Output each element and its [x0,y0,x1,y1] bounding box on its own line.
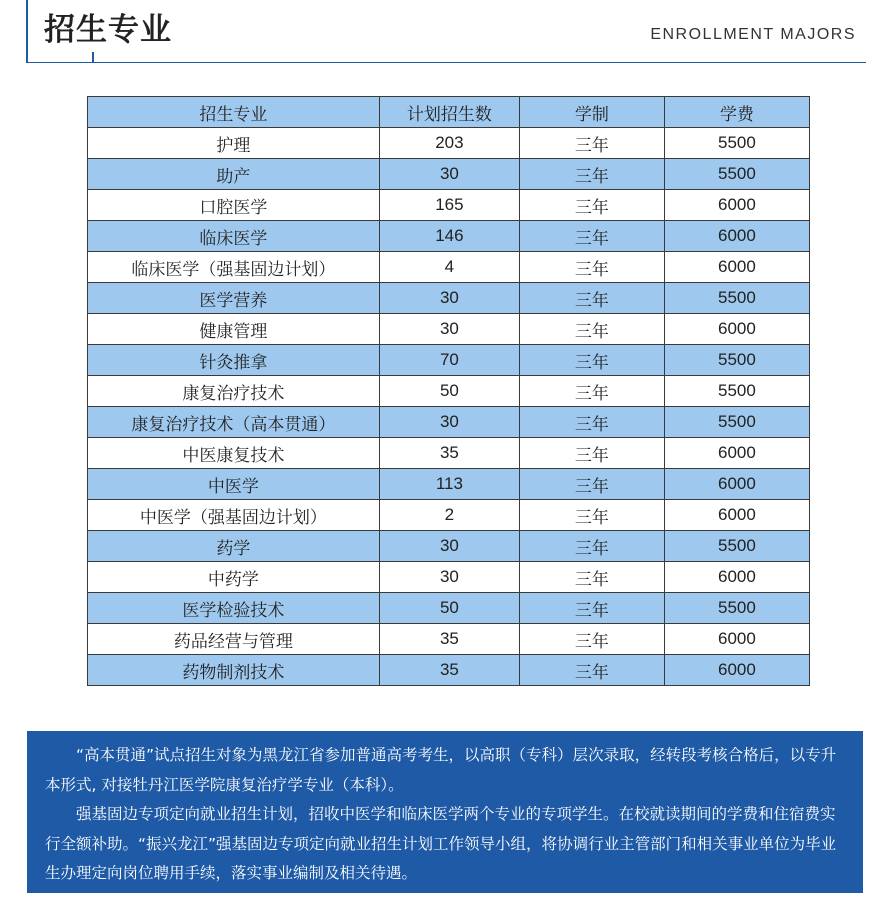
duration-cell: 三年 [519,593,664,624]
plan-cell: 30 [379,407,519,438]
major-cell: 中医学 [88,469,380,500]
column-header-duration: 学制 [519,97,664,128]
fee-cell: 6000 [664,190,809,221]
plan-cell: 203 [379,128,519,159]
duration-cell: 三年 [519,345,664,376]
fee-cell: 6000 [664,624,809,655]
duration-cell: 三年 [519,159,664,190]
major-cell: 医学营养 [88,283,380,314]
major-cell: 中医学（强基固边计划） [88,500,380,531]
table-row [88,407,810,438]
major-cell: 健康管理 [88,314,380,345]
table-row [88,593,810,624]
duration-cell: 三年 [519,531,664,562]
plan-cell: 50 [379,593,519,624]
duration-cell: 三年 [519,190,664,221]
major-cell: 药学 [88,531,380,562]
fee-cell: 6000 [664,221,809,252]
major-cell: 临床医学（强基固边计划） [88,252,380,283]
duration-cell: 三年 [519,655,664,686]
notes-box [27,731,863,893]
duration-cell: 三年 [519,438,664,469]
fee-cell: 5500 [664,376,809,407]
major-cell: 药物制剂技术 [88,655,380,686]
fee-cell: 6000 [664,562,809,593]
duration-cell: 三年 [519,562,664,593]
fee-cell: 6000 [664,655,809,686]
table-row [88,128,810,159]
table-row [88,190,810,221]
fee-cell: 5500 [664,345,809,376]
duration-cell: 三年 [519,283,664,314]
table-row [88,531,810,562]
major-cell: 中医康复技术 [88,438,380,469]
page-title: 招生专业 [44,12,172,48]
header-tick-mark [92,52,94,63]
column-header-major: 招生专业 [88,97,380,128]
duration-cell: 三年 [519,314,664,345]
duration-cell: 三年 [519,500,664,531]
major-cell: 临床医学 [88,221,380,252]
duration-cell: 三年 [519,407,664,438]
fee-cell: 6000 [664,438,809,469]
table-row [88,314,810,345]
table-header-row [88,97,810,128]
duration-cell: 三年 [519,376,664,407]
plan-cell: 113 [379,469,519,500]
table-row [88,469,810,500]
fee-cell: 5500 [664,159,809,190]
fee-cell: 5500 [664,593,809,624]
fee-cell: 6000 [664,314,809,345]
plan-cell: 165 [379,190,519,221]
header-bottom-rule [26,62,866,63]
table-row [88,562,810,593]
major-cell: 护理 [88,128,380,159]
enrollment-majors-table [87,96,810,686]
duration-cell: 三年 [519,221,664,252]
plan-cell: 35 [379,624,519,655]
plan-cell: 30 [379,314,519,345]
plan-cell: 146 [379,221,519,252]
column-header-plan: 计划招生数 [379,97,519,128]
table-row [88,655,810,686]
note-paragraph-border-program: 强基固边专项定向就业招生计划，招收中医学和临床医学两个专业的专项学生。在校就读期间的学费和住宿费实行全额补助。“振兴龙江”强基固边专项定向就业招生计划工作领导小组，将协调行业主管部门和相关事业单位为毕业生办理定向岗位聘用手续，落实事业编制及相关待遇。 [45,805,837,882]
plan-cell: 35 [379,438,519,469]
page-subtitle: ENROLLMENT MAJORS [650,26,856,43]
table-row [88,345,810,376]
duration-cell: 三年 [519,469,664,500]
major-cell: 药品经营与管理 [88,624,380,655]
table-row [88,500,810,531]
plan-cell: 50 [379,376,519,407]
plan-cell: 30 [379,283,519,314]
major-cell: 医学检验技术 [88,593,380,624]
major-cell: 口腔医学 [88,190,380,221]
duration-cell: 三年 [519,128,664,159]
fee-cell: 5500 [664,407,809,438]
duration-cell: 三年 [519,624,664,655]
major-cell: 中药学 [88,562,380,593]
note-paragraph-high-undergrad: “高本贯通”试点招生对象为黑龙江省参加普通高考考生，以高职（专科）层次录取，经转段考核合格后，以专升本形式, 对接牡丹江医学院康复治疗学专业（本科）。 [45,746,837,794]
fee-cell: 6000 [664,500,809,531]
column-header-fee: 学费 [664,97,809,128]
table-row [88,283,810,314]
duration-cell: 三年 [519,252,664,283]
fee-cell: 6000 [664,469,809,500]
major-cell: 康复治疗技术（高本贯通） [88,407,380,438]
major-cell: 康复治疗技术 [88,376,380,407]
header-left-rule [26,0,28,63]
plan-cell: 30 [379,562,519,593]
fee-cell: 6000 [664,252,809,283]
plan-cell: 30 [379,531,519,562]
plan-cell: 30 [379,159,519,190]
table-row [88,221,810,252]
table-row [88,376,810,407]
table-row [88,624,810,655]
plan-cell: 2 [379,500,519,531]
fee-cell: 5500 [664,531,809,562]
plan-cell: 4 [379,252,519,283]
table-row [88,252,810,283]
plan-cell: 35 [379,655,519,686]
fee-cell: 5500 [664,283,809,314]
fee-cell: 5500 [664,128,809,159]
major-cell: 针灸推拿 [88,345,380,376]
major-cell: 助产 [88,159,380,190]
plan-cell: 70 [379,345,519,376]
table-row [88,159,810,190]
table-row [88,438,810,469]
